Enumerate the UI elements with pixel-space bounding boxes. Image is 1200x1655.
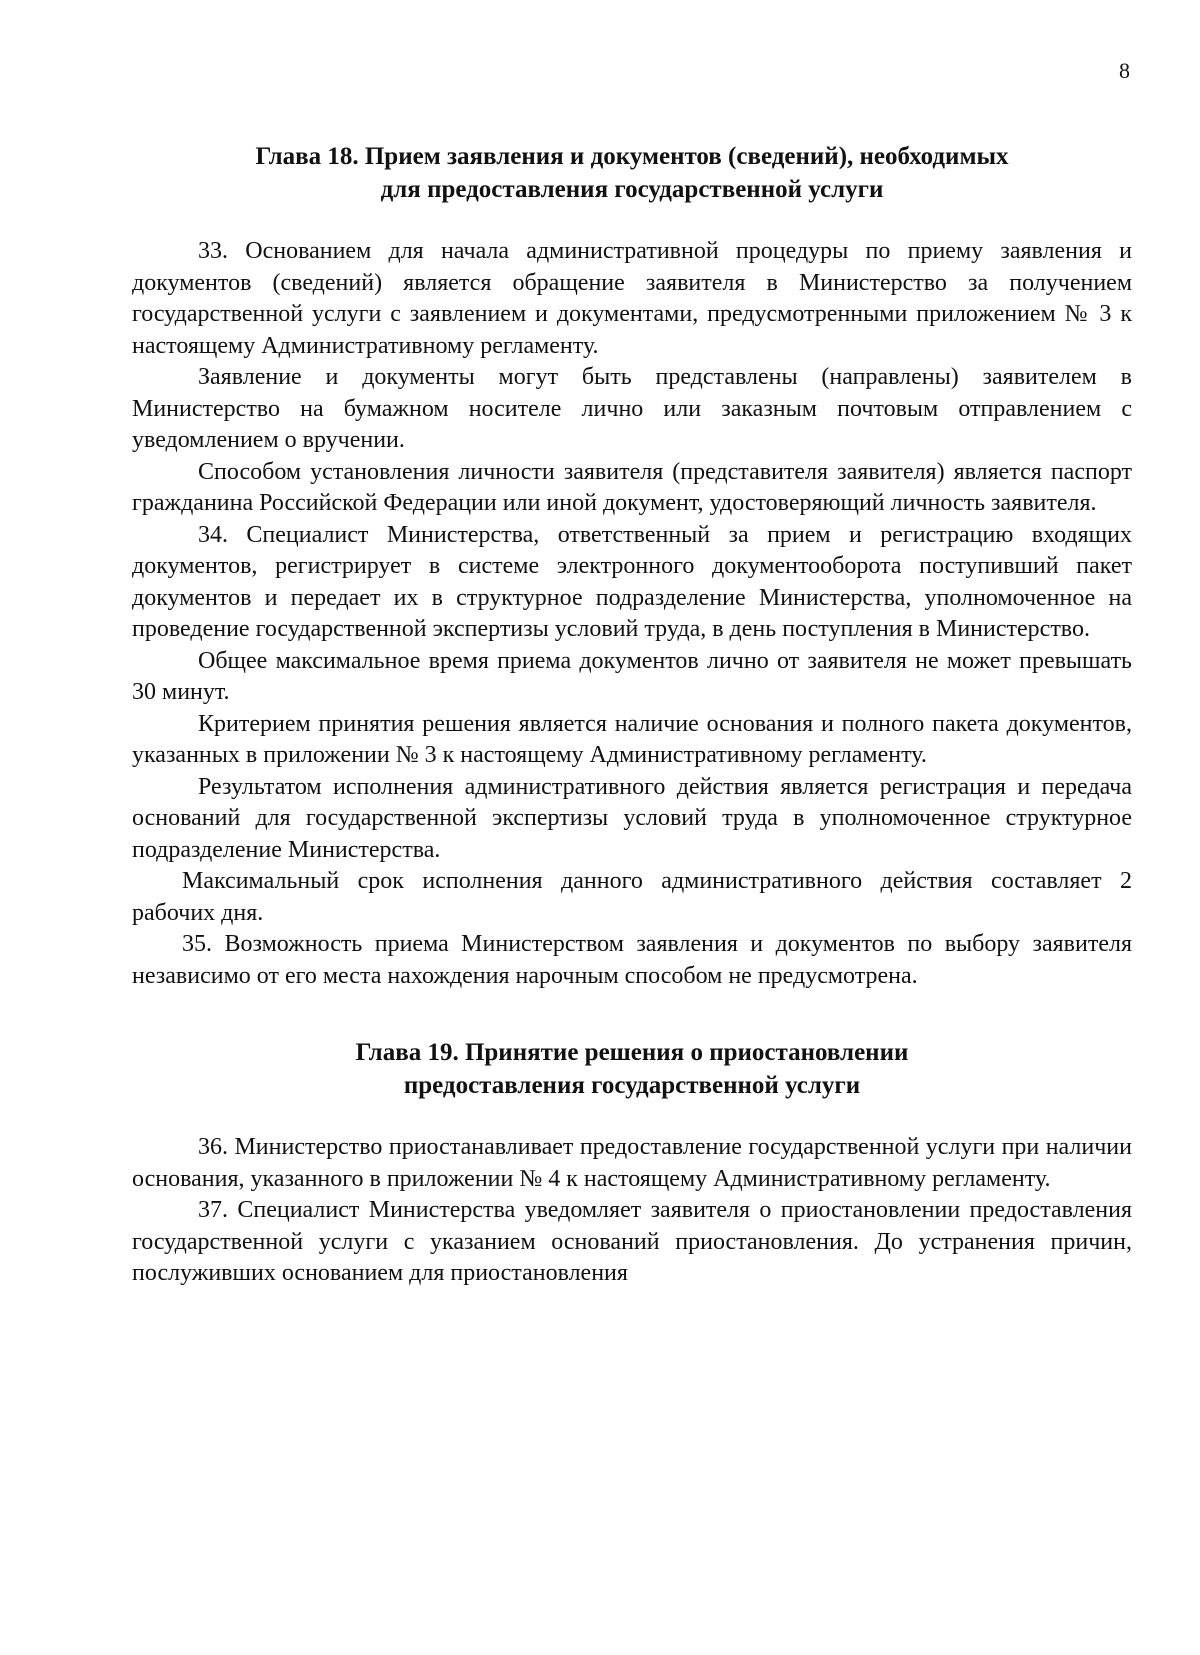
- page-number: 8: [1119, 58, 1130, 83]
- chapter-18-title-line-2: для предоставления государственной услуги: [380, 176, 884, 203]
- paragraph-33-identity: Способом установления личности заявителя (представителя заявителя) является паспорт гражданина Российской Федерации или иной документ, удостоверяющий личность заявителя.: [132, 458, 1132, 516]
- chapter-18-title: [132, 140, 1132, 206]
- paragraph-34: 34. Специалист Министерства, ответственный за прием и регистрацию входящих документов, регистрирует в системе электронного документооборота поступивший пакет документов и передает их в структурное подразделение Министерства, уполномоченное на проведение государственной экспертизы условий труда, в день поступления в Министерство.: [132, 521, 1132, 642]
- paragraph-34-result: Результатом исполнения административного действия является регистрация и передача оснований для государственной экспертизы условий труда в уполномоченное структурное подразделение Министерства.: [132, 773, 1132, 863]
- chapter-19-title-line-2: предоставления государственной услуги: [403, 1072, 861, 1099]
- paragraph-33-submission: Заявление и документы могут быть представлены (направлены) заявителем в Министерство на бумажном носителе лично или заказным почтовым отправлением с уведомлением о вручении.: [132, 364, 1132, 453]
- chapter-19-title-line-1: Глава 19. Принятие решения о приостановлении: [355, 1039, 909, 1066]
- section-spacer: [132, 992, 1132, 1036]
- paragraph-33: 33. Основанием для начала административной процедуры по приему заявления и документов (сведений) является обращение заявителя в Министерство за получением государственной услуги с заявлением и документами, предусмотренными приложением № 3 к настоящему Административному регламенту.: [132, 238, 1132, 359]
- paragraph-34-criterion: Критерием принятия решения является наличие основания и полного пакета документов, указанных в приложении № 3 к настоящему Административному регламенту.: [132, 710, 1132, 768]
- paragraph-34-max-term: Максимальный срок исполнения данного административного действия составляет 2 рабочих дня.: [132, 868, 1132, 926]
- document-body: [132, 140, 1132, 1290]
- paragraph-36: 36. Министерство приостанавливает предоставление государственной услуги при наличии основания, указанного в приложении № 4 к настоящему Административному регламенту.: [132, 1134, 1132, 1192]
- chapter-18-title-line-1: Глава 18. Прием заявления и документов (сведений), необходимых: [255, 143, 1009, 170]
- paragraph-37: 37. Специалист Министерства уведомляет заявителя о приостановлении предоставления государственной услуги с указанием оснований приостановления. До устранения причин, послуживших основанием для приостановления: [132, 1197, 1132, 1286]
- paragraph-34-time-limit: Общее максимальное время приема документов лично от заявителя не может превышать 30 минут.: [132, 647, 1132, 705]
- paragraph-35: 35. Возможность приема Министерством заявления и документов по выбору заявителя независимо от его места нахождения нарочным способом не предусмотрена.: [132, 931, 1132, 989]
- chapter-19-title: [132, 1036, 1132, 1102]
